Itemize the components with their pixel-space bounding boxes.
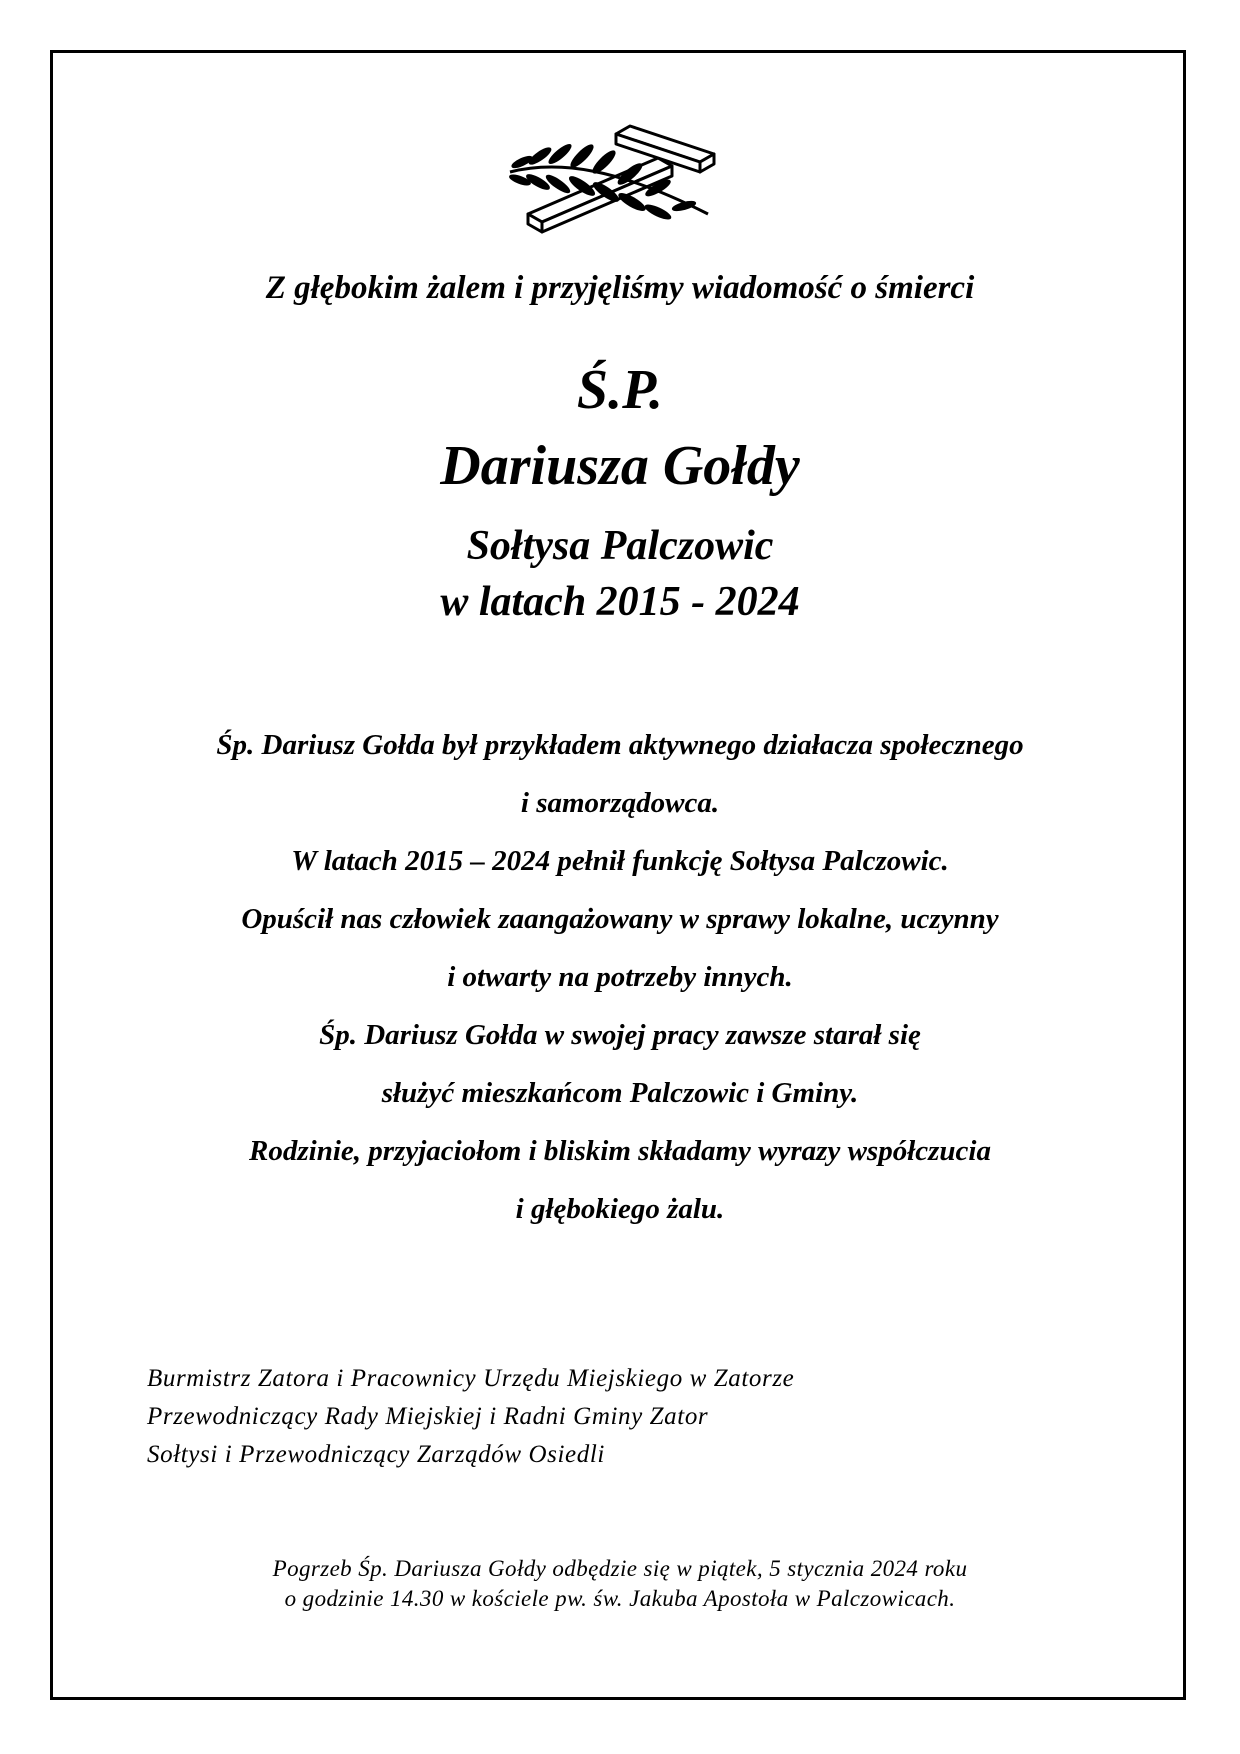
tribute-line: Śp. Dariusz Gołda był przykładem aktywnego działacza społecznego [216,729,1024,761]
tribute-line: Śp. Dariusz Gołda w swojej pracy zawsze starał się [319,1019,921,1051]
tribute-line: służyć mieszkańcom Palczowic i Gminy. [381,1077,859,1109]
tribute-line: W latach 2015 – 2024 pełnił funkcję Sołtysa Palczowic. [291,845,949,877]
funeral-line: o godzinie 14.30 w kościele pw. św. Jakuba Apostoła w Palczowicach. [284,1586,956,1611]
tribute-text [0,716,1240,1238]
deceased-role: Sołtysa Palczowic [466,523,774,569]
cross-with-palm-branch-icon [508,122,728,240]
tribute-line: i głębokiego żalu. [515,1193,725,1225]
role-years: w latach 2015 - 2024 [440,579,800,625]
tribute-line: Opuścił nas człowiek zaangażowany w sprawy lokalne, uczynny [241,903,999,935]
signer-line: Burmistrz Zatora i Pracownicy Urzędu Miejskiego w Zatorze [147,1365,795,1392]
funeral-line: Pogrzeb Śp. Dariusza Gołdy odbędzie się w piątek, 5 stycznia 2024 roku [272,1556,968,1581]
funeral-notice [0,1554,1240,1614]
signer-line: Przewodniczący Rady Miejskiej i Radni Gminy Zator [147,1403,709,1430]
intro-line: Z głębokim żalem i przyjęliśmy wiadomość o śmierci [265,270,975,306]
honorific-prefix: Ś.P. [576,359,664,421]
tribute-line: Rodzinie, przyjaciołom i bliskim składamy wyrazy współczucia [249,1135,991,1167]
tribute-line: i otwarty na potrzeby innych. [447,961,793,993]
signer-line: Sołtysi i Przewodniczący Zarządów Osiedli [147,1441,605,1468]
deceased-name: Dariusza Gołdy [440,435,800,497]
tribute-line: i samorządowca. [520,787,720,819]
signers-block [147,1360,794,1474]
